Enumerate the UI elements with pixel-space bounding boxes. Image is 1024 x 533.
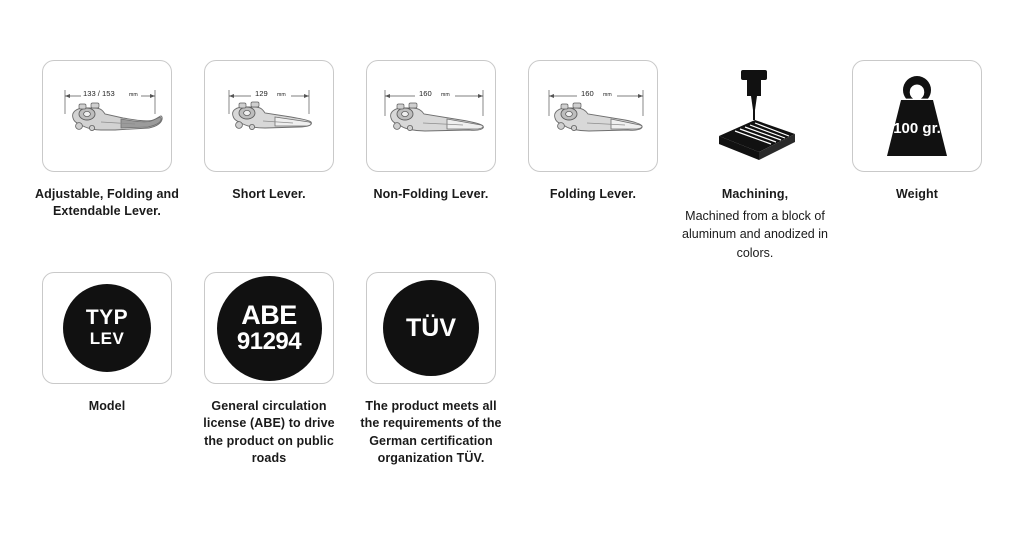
feature-caption: The product meets all the requirements of the German certification organization TÜV. (360, 399, 502, 465)
badge-line-1: ABE (241, 299, 297, 330)
tuv-badge-icon (383, 280, 479, 376)
feature-weight (852, 60, 982, 203)
abe-badge-icon (217, 276, 322, 381)
badge-line-1: TÜV (406, 313, 456, 342)
dimension-unit: mm (129, 92, 138, 98)
lever-adjustable-icon (43, 62, 171, 170)
lever-illustration (391, 103, 484, 131)
dimension-value: 133 / 153 (83, 89, 115, 98)
feature-caption: Machining, (721, 187, 789, 201)
feature-machining (682, 60, 828, 262)
lever-card (204, 60, 334, 172)
feature-caption: Adjustable, Folding and Extendable Lever. (35, 187, 179, 219)
cnc-machining-icon (699, 64, 811, 168)
feature-tuv (360, 272, 502, 467)
tuv-card (366, 272, 496, 384)
badge-line-1: TYP (85, 306, 129, 330)
lever-folding-icon (529, 62, 657, 170)
dimension-unit: mm (277, 92, 286, 98)
feature-caption: Folding Lever. (549, 187, 637, 201)
abe-card (204, 272, 334, 384)
weight-icon (861, 68, 973, 164)
feature-caption: Short Lever. (232, 187, 306, 201)
lever-illustration (73, 103, 163, 131)
feature-model (42, 272, 172, 415)
feature-caption: Non-Folding Lever. (373, 187, 489, 201)
weight-illustration (861, 68, 973, 164)
feature-adjustable-folding-extendable (35, 60, 179, 221)
dimension-unit: mm (603, 92, 612, 98)
feature-folding-lever (528, 60, 658, 203)
badge-line-2: 91294 (236, 327, 302, 355)
lever-short-icon (205, 62, 333, 170)
feature-row-top (35, 60, 1014, 262)
lever-non-folding-icon (367, 62, 495, 170)
feature-caption: Weight (895, 187, 939, 201)
feature-caption: General circulation license (ABE) to drive the product on public roads (203, 399, 335, 465)
badge-line-2: LEV (89, 329, 125, 349)
dimension-value: 129 (255, 89, 268, 98)
feature-short-lever (204, 60, 334, 203)
dimension-value: 160 (419, 89, 432, 98)
feature-caption: Model (88, 399, 126, 413)
feature-subtext: Machined from a block of aluminum and anodized in colors. (682, 209, 828, 260)
lever-illustration (555, 103, 642, 131)
lever-illustration (233, 102, 312, 130)
lever-card (42, 60, 172, 172)
model-card (42, 272, 172, 384)
feature-non-folding-lever (366, 60, 496, 203)
typ-lev-badge-icon (63, 284, 151, 372)
feature-abe (204, 272, 334, 467)
weight-value: 100 gr. (893, 120, 941, 137)
dimension-value: 160 (581, 89, 594, 98)
feature-row-bottom (42, 272, 528, 467)
machining-card (690, 60, 820, 172)
weight-card (852, 60, 982, 172)
dimension-unit: mm (441, 92, 450, 98)
lever-card (366, 60, 496, 172)
lever-card (528, 60, 658, 172)
